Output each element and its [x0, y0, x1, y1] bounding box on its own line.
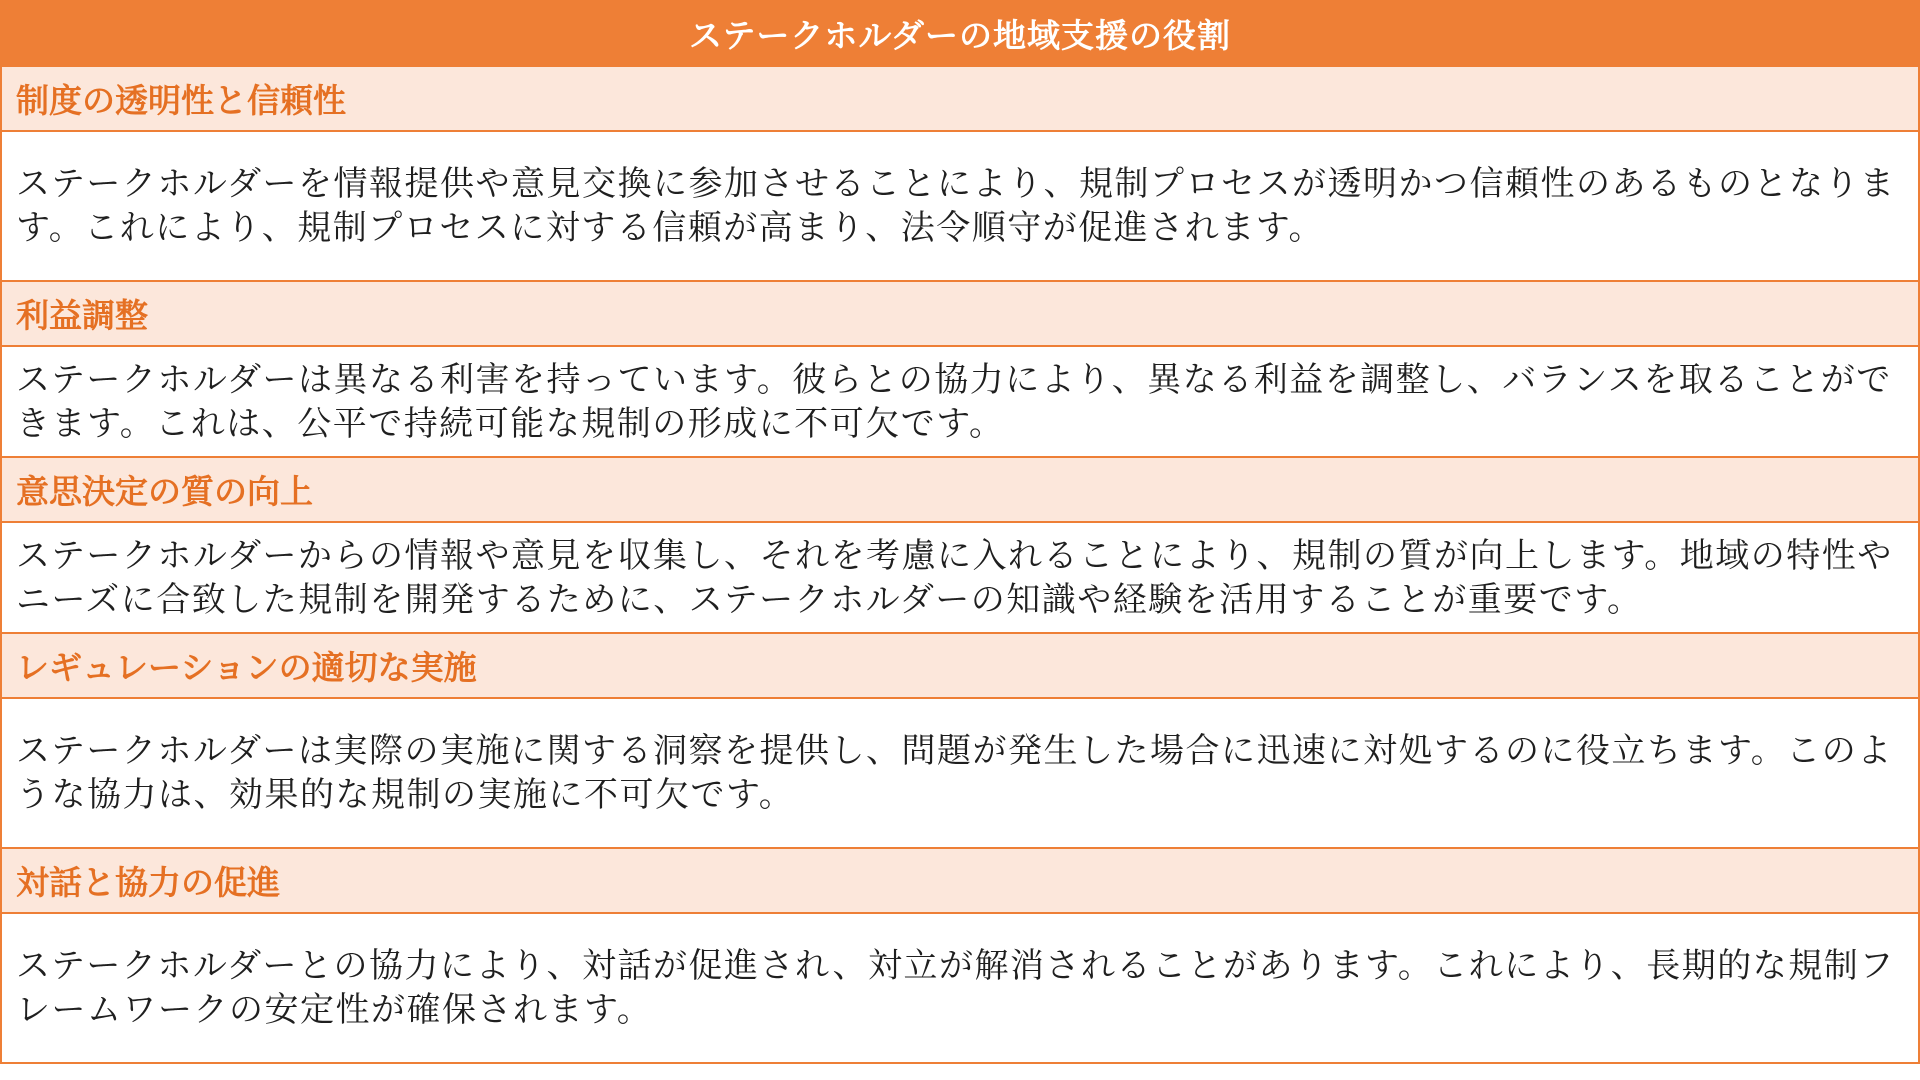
section-body-decision-quality	[2, 521, 1918, 632]
section-heading-transparency: 制度の透明性と信頼性	[2, 65, 1918, 130]
section-text: ステークホルダーは実際の実施に関する洞察を提供し、問題が発生した場合に迅速に対処するのに役立ちます。このような協力は、効果的な規制の実施に不可欠です。	[16, 731, 1893, 815]
section-text: ステークホルダーからの情報や意見を収集し、それを考慮に入れることにより、規制の質が向上します。地域の特性やニーズに合致した規制を開発するために、ステークホルダーの知識や経験を活用することが重要です。	[16, 535, 1893, 620]
section-text: ステークホルダーは異なる利害を持っています。彼らとの協力により、異なる利益を調整し、バランスを取ることができます。これは、公平で持続可能な規制の形成に不可欠です。	[16, 359, 1892, 444]
section-body-dialogue-cooperation	[2, 912, 1918, 1062]
section-heading-decision-quality: 意思決定の質の向上	[2, 456, 1918, 521]
section-text: ステークホルダーとの協力により、対話が促進され、対立が解消されることがあります。これにより、長期的な規制フレームワークの安定性が確保されます。	[16, 946, 1895, 1030]
section-heading-dialogue-cooperation: 対話と協力の促進	[2, 847, 1918, 912]
section-body-transparency	[2, 130, 1918, 280]
section-heading-interest-adjustment: 利益調整	[2, 280, 1918, 345]
table-title: ステークホルダーの地域支援の役割	[2, 2, 1918, 65]
section-heading-regulation-implementation: レギュレーションの適切な実施	[2, 632, 1918, 697]
section-body-regulation-implementation	[2, 697, 1918, 847]
section-text: ステークホルダーを情報提供や意見交換に参加させることにより、規制プロセスが透明かつ信頼性のあるものとなります。これにより、規制プロセスに対する信頼が高まり、法令順守が促進されます。	[16, 164, 1896, 248]
section-body-interest-adjustment	[2, 345, 1918, 456]
